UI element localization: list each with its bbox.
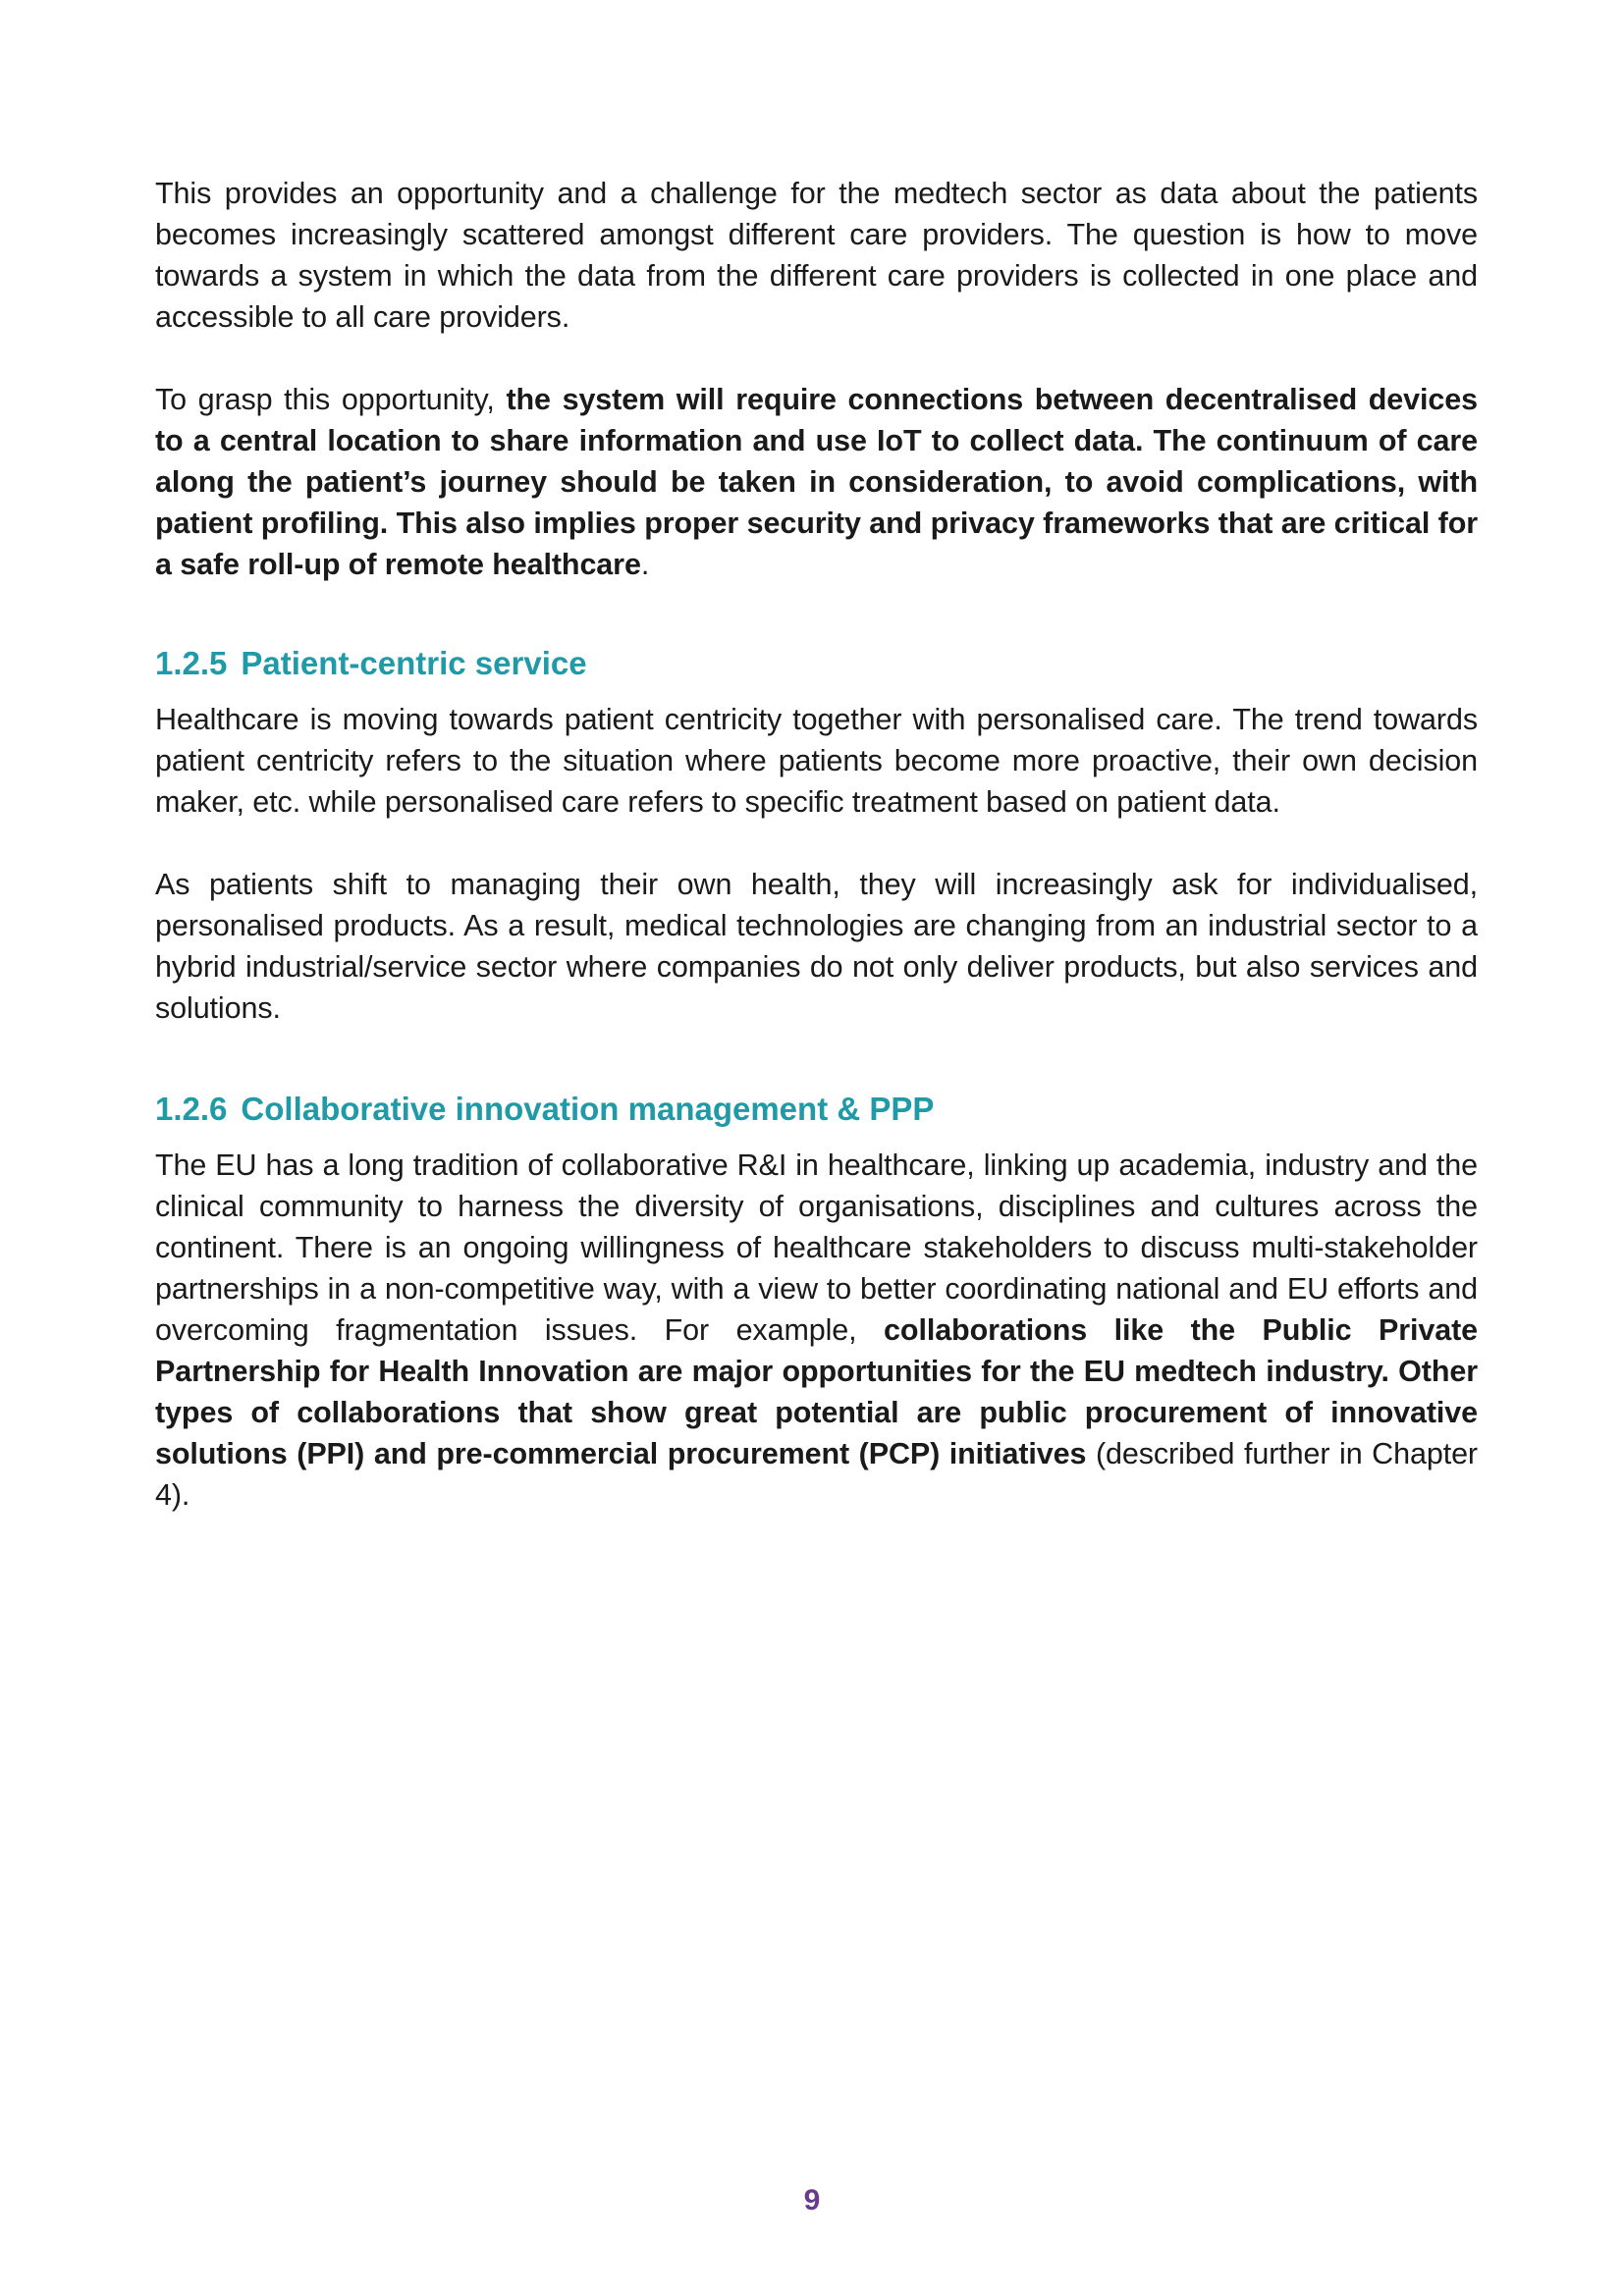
section-1-2-6-paragraph-start: The EU has a long tradition of collaborative R&I in healthcare, linking up academia, industry and the clinical community to harness the diversity of organisations, disciplines and cultures across the continent. There is an ongoing willingness of healthcare stakeholders to discuss multi-stakeholder partnerships in a non-competitive way, with a view to better coordinating national and EU efforts and overcoming fragmentation issues. For example, — [155, 1148, 1478, 1347]
section-title: Collaborative innovation management & PPP — [241, 1091, 935, 1127]
section-1-2-6-paragraph-bold: collaborations like the Public Private Partnership for Health Innovation are major opportunities for the EU medtech industry. Other types of collaborations that show great potential are public procurement of innovative solutions (PPI) and pre-commercial procurement (PCP) initiatives — [155, 1313, 1479, 1470]
intro-paragraph-2 — [155, 379, 1478, 585]
intro-paragraph-2-end: . — [640, 548, 650, 581]
section-heading-1-2-5 — [155, 642, 1478, 685]
section-number: 1.2.5 — [155, 645, 228, 681]
intro-paragraph-1 — [155, 173, 1478, 338]
section-number: 1.2.6 — [155, 1091, 228, 1127]
section-1-2-5-paragraph-2 — [155, 864, 1478, 1029]
intro-paragraph-1-text: This provides an opportunity and a challenge for the medtech sector as data about the patients becomes increasingly scattered amongst different care providers. The question is how to move towards a system in which the data from the different care providers is collected in one place and accessible to all care providers. — [155, 177, 1478, 334]
page-number: 9 — [803, 2184, 821, 2216]
section-1-2-5-paragraph-2-text: As patients shift to managing their own health, they will increasingly ask for individualised, personalised products. As a result, medical technologies are changing from an industrial sector to a hybrid industrial/service sector where companies do not only deliver products, but also services and solutions. — [155, 868, 1478, 1025]
section-1-2-5-paragraph-1 — [155, 699, 1478, 823]
section-heading-1-2-6 — [155, 1088, 1478, 1131]
intro-paragraph-2-start: To grasp this opportunity, — [155, 383, 507, 416]
section-title: Patient-centric service — [241, 645, 587, 681]
section-1-2-5-paragraph-1-text: Healthcare is moving towards patient centricity together with personalised care. The trend towards patient centricity refers to the situation where patients become more proactive, their own decision maker, etc. while personalised care refers to specific treatment based on patient data. — [155, 703, 1478, 819]
section-1-2-6-paragraph — [155, 1145, 1478, 1516]
section-1-2-6-paragraph-end: (described further in Chapter 4). — [155, 1437, 1478, 1512]
page-content — [155, 173, 1478, 1557]
intro-paragraph-2-bold: the system will require connections between decentralised devices to a central location to share information and use IoT to collect data. The continuum of care along the patient’s journey should be taken in consideration, to avoid complications, with patient profiling. This also implies proper security and privacy frameworks that are critical for a safe roll-up of remote healthcare — [155, 383, 1478, 581]
